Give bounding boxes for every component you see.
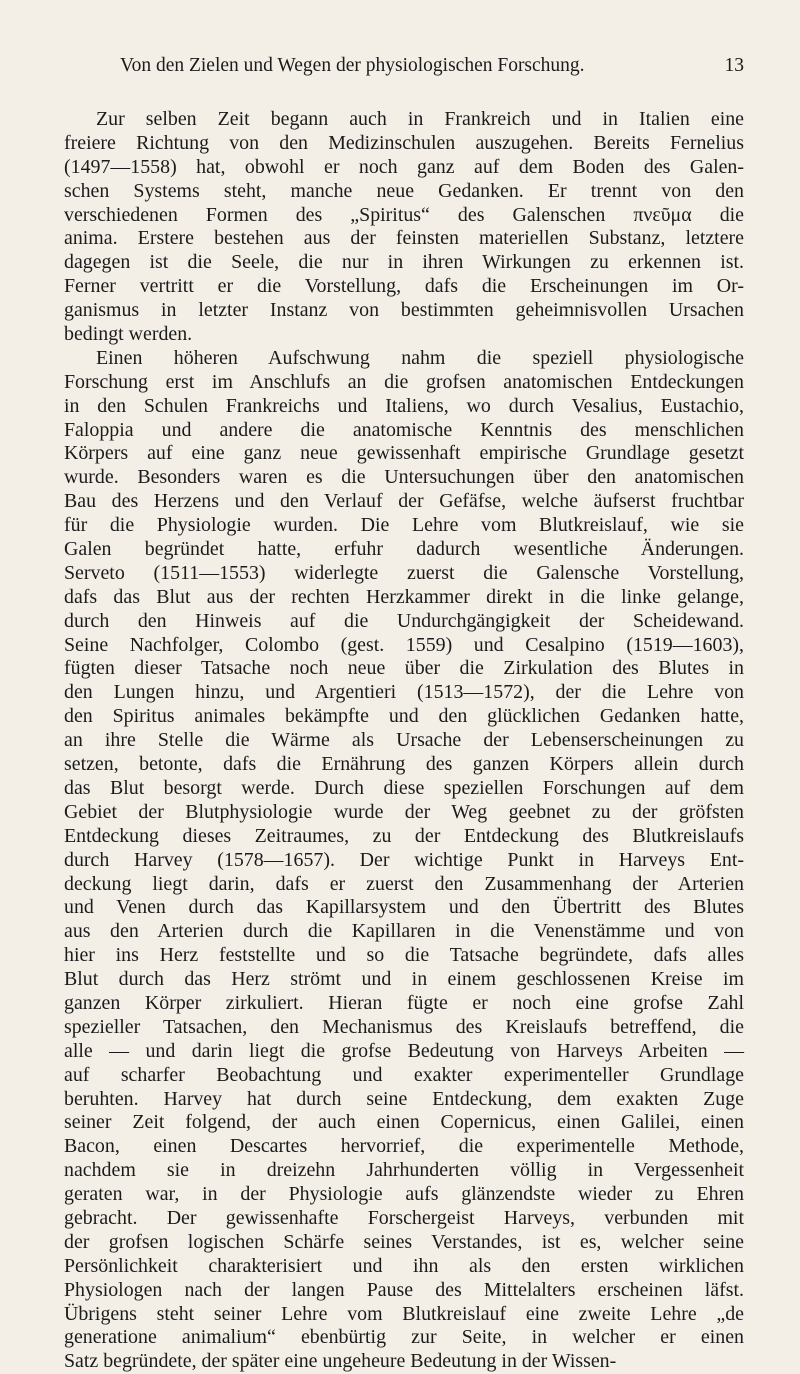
text-line: alle — und darin liegt die grofse Bedeutung von Harveys Arbeiten — xyxy=(64,1039,744,1062)
text-line: Entdeckung dieses Zeitraumes, zu der Entdeckung des Blutkreislaufs xyxy=(64,824,744,847)
text-line: dafs das Blut aus der rechten Herzkammer direkt in die linke gelange, xyxy=(64,585,744,608)
text-line: beruhten. Harvey hat durch seine Entdeckung, dem exakten Zuge xyxy=(64,1087,744,1110)
text-line: generatione animalium“ ebenbürtig zur Seite, in welcher er einen xyxy=(64,1326,744,1349)
text-line: auf scharfer Beobachtung und exakter experimenteller Grundlage xyxy=(64,1063,744,1086)
text-line: den Spiritus animales bekämpfte und den glücklichen Gedanken hatte, xyxy=(64,705,744,728)
text-line: (1497—1558) hat, obwohl er noch ganz auf dem Boden des Galen- xyxy=(64,155,744,178)
text-line: Übrigens steht seiner Lehre vom Blutkreislauf eine zweite Lehre „de xyxy=(64,1302,744,1325)
text-line: Körpers auf eine ganz neue gewissenhaft empirische Grundlage gesetzt xyxy=(64,442,744,465)
text-line: Blut durch das Herz strömt und in einem geschlossenen Kreise im xyxy=(64,968,744,991)
text-line: setzen, betonte, dafs die Ernährung des ganzen Körpers allein durch xyxy=(64,753,744,776)
text-line: Einen höheren Aufschwung nahm die speziell physiologische xyxy=(96,346,744,369)
text-line: aus den Arterien durch die Kapillaren in die Venenstämme und von xyxy=(64,920,744,943)
text-line: Faloppia und andere die anatomische Kenntnis des menschlichen xyxy=(64,418,744,441)
text-line: dagegen ist die Seele, die nur in ihren Wirkungen zu erkennen ist. xyxy=(64,251,744,274)
text-line: Galen begründet hatte, erfuhr dadurch wesentliche Änderungen. xyxy=(64,538,744,561)
text-line: spezieller Tatsachen, den Mechanismus des Kreislaufs betreffend, die xyxy=(64,1015,744,1038)
text-line: wurde. Besonders waren es die Untersuchungen über den anatomischen xyxy=(64,466,744,489)
text-line: in den Schulen Frankreichs und Italiens, wo durch Vesalius, Eustachio, xyxy=(64,394,744,417)
text-line: der grofsen logischen Schärfe seines Verstandes, ist es, welcher seine xyxy=(64,1230,744,1253)
text-line: Gebiet der Blutphysiologie wurde der Weg geebnet zu der gröfsten xyxy=(64,800,744,823)
text-line: freiere Richtung von den Medizinschulen auszugehen. Bereits Fernelius xyxy=(64,131,744,154)
text-line: seiner Zeit folgend, der auch einen Copernicus, einen Galilei, einen xyxy=(64,1111,744,1134)
text-line: das Blut besorgt werde. Durch diese speziellen Forschungen auf dem xyxy=(64,776,744,799)
text-line: ganzen Körper zirkuliert. Hieran fügte er noch eine grofse Zahl xyxy=(64,991,744,1014)
text-line: nachdem sie in dreizehn Jahrhunderten völlig in Vergessenheit xyxy=(64,1159,744,1182)
text-line: Ferner vertritt er die Vorstellung, dafs die Erscheinungen im Or- xyxy=(64,275,744,298)
page-number: 13 xyxy=(724,55,744,76)
text-line: Forschung erst im Anschlufs an die grofsen anatomischen Entdeckungen xyxy=(64,370,744,393)
text-line: schen Systems steht, manche neue Gedanken. Er trennt von den xyxy=(64,179,744,202)
text-line: Physiologen nach der langen Pause des Mittelalters erscheinen läfst. xyxy=(64,1278,744,1301)
text-line: durch Harvey (1578—1657). Der wichtige Punkt in Harveys Ent- xyxy=(64,848,744,871)
text-line: Zur selben Zeit begann auch in Frankreich und in Italien eine xyxy=(96,108,744,130)
text-line: an ihre Stelle die Wärme als Ursache der Lebenserscheinungen zu xyxy=(64,729,744,752)
text-line: anima. Erstere bestehen aus der feinsten materiellen Substanz, letztere xyxy=(64,227,744,250)
text-line: verschiedenen Formen des „Spiritus“ des Galenschen πνεῦμα die xyxy=(64,203,744,226)
text-line: Satz begründete, der später eine ungeheure Bedeutung in der Wissen- xyxy=(64,1350,617,1373)
text-line: den Lungen hinzu, und Argentieri (1513—1572), der die Lehre von xyxy=(64,681,744,704)
text-line: fügten dieser Tatsache noch neue über die Zirkulation des Blutes in xyxy=(64,657,744,680)
text-line: Seine Nachfolger, Colombo (gest. 1559) und Cesalpino (1519—1603), xyxy=(64,633,744,656)
running-title: Von den Zielen und Wegen der physiologischen Forschung. xyxy=(120,55,585,76)
text-line: gebracht. Der gewissenhafte Forschergeist Harveys, verbunden mit xyxy=(64,1206,744,1229)
text-line: hier ins Herz feststellte und so die Tatsache begründete, dafs alles xyxy=(64,944,744,967)
body-text xyxy=(64,108,744,1374)
text-line: durch den Hinweis auf die Undurchgängigkeit der Scheidewand. xyxy=(64,609,744,632)
text-line: Serveto (1511—1553) widerlegte zuerst die Galensche Vorstellung, xyxy=(64,561,744,584)
text-line: Bacon, einen Descartes hervorrief, die experimentelle Methode, xyxy=(64,1135,744,1158)
text-line: deckung liegt darin, dafs er zuerst den Zusammenhang der Arterien xyxy=(64,872,744,895)
text-line: Bau des Herzens und den Verlauf der Gefäfse, welche äufserst fruchtbar xyxy=(64,490,744,513)
text-line: bedingt werden. xyxy=(64,323,193,346)
text-line: geraten war, in der Physiologie aufs glänzendste wieder zu Ehren xyxy=(64,1183,744,1206)
text-line: ganismus in letzter Instanz von bestimmten geheimnisvollen Ursachen xyxy=(64,299,744,322)
text-line: Persönlichkeit charakterisiert und ihn als den ersten wirklichen xyxy=(64,1254,744,1277)
text-line: und Venen durch das Kapillarsystem und den Übertritt des Blutes xyxy=(64,896,744,919)
text-line: für die Physiologie wurden. Die Lehre vom Blutkreislauf, wie sie xyxy=(64,514,744,537)
